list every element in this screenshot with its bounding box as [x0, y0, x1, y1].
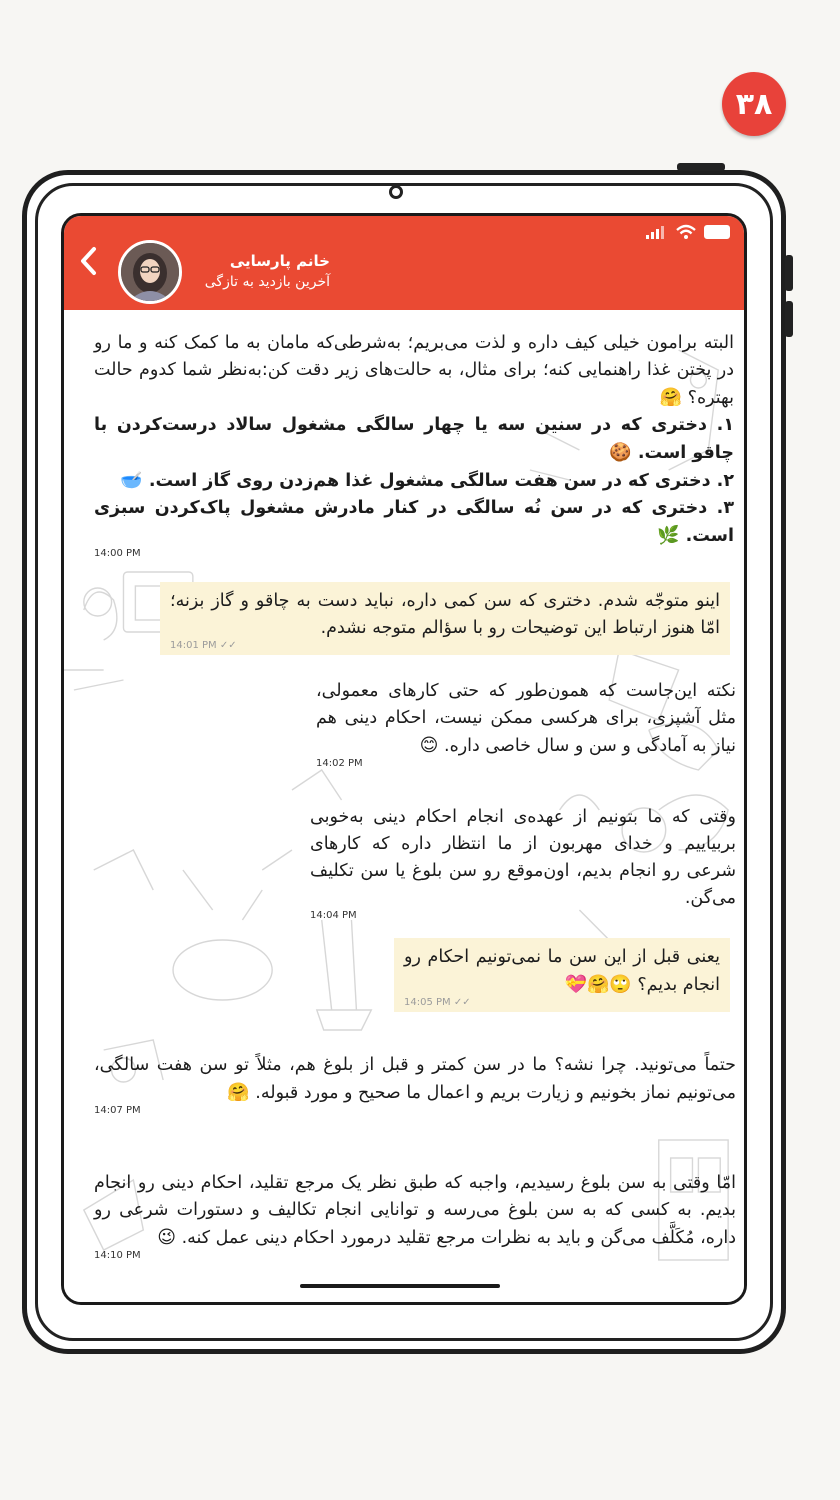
- option-item: ۳. دختری که در سن نُه سالگی در کنار مادرش مشغول پاک‌کردن سبزی است. 🌿: [94, 498, 734, 546]
- avatar[interactable]: [118, 240, 182, 304]
- message-time: 14:01 PM ✓✓: [170, 640, 237, 651]
- volume-button-2: [785, 301, 793, 337]
- contact-name: خانم پارسایی: [229, 252, 330, 270]
- camera-icon: [389, 185, 403, 199]
- message-time: 14:00 PM: [94, 548, 141, 559]
- message-text: اینو متوجّه شدم. دختری که سن کمی داره، نباید دست به چاقو و گاز بزنه؛ امّا هنوز ارتباط این توضیحات رو با سؤالم متوجه نشدم.: [170, 591, 720, 638]
- chat-message[interactable]: [316, 678, 736, 769]
- emoji: 🤗: [659, 387, 683, 408]
- emoji: 🙄🤗💝: [564, 974, 632, 995]
- option-item: ۱. دختری که در سنین سه یا چهار سالگی مشغول سالاد درست‌کردن با چاقو است. 🍪: [94, 415, 734, 463]
- avatar-image: [121, 243, 179, 301]
- chat-header: [64, 216, 744, 310]
- power-button: [677, 163, 725, 171]
- message-time: 14:07 PM: [94, 1105, 141, 1116]
- emoji: 😊: [419, 735, 439, 756]
- chat-area[interactable]: [64, 310, 744, 1305]
- message-time: 14:05 PM ✓✓: [404, 997, 471, 1008]
- option-item: ۲. دختری که در سن هفت سالگی مشغول غذا هم‌زدن روی گاز است. 🥣: [120, 470, 734, 491]
- volume-button: [785, 255, 793, 291]
- chat-message-outgoing[interactable]: [160, 582, 730, 655]
- page-number-badge: ۳۸: [722, 72, 786, 136]
- message-time: 14:04 PM: [310, 910, 357, 921]
- emoji: 🌿: [657, 525, 680, 546]
- screen: [61, 213, 747, 1305]
- chat-message[interactable]: [94, 1170, 736, 1261]
- emoji: 😉: [157, 1227, 176, 1248]
- message-text: وقتی که ما بتونیم از عهده‌ی انجام احکام دینی به‌خوبی بربیاییم و خدای مهربون از ما انتظار داره که کارهای شرعی رو انجام بدیم، اون‌موقع رو سن بلوغ یا سن تکلیف می‌گن.: [310, 807, 736, 908]
- emoji: 🥣: [120, 470, 143, 491]
- chevron-left-icon: [78, 246, 98, 276]
- message-text: البته برامون خیلی کیف داره و لذت می‌بریم؛ به‌شرطی‌که مامان به ما کمک کنه و ما رو در پختن غذا راهنمایی کنه؛ برای مثال، به حالت‌های زیر دقت کن:به‌نظر شما کدوم حالت بهتره؟ 🤗: [94, 333, 734, 408]
- chat-message[interactable]: [310, 804, 736, 921]
- emoji: 🤗: [227, 1082, 250, 1103]
- message-time: 14:02 PM: [316, 758, 363, 769]
- signal-icon: [646, 225, 668, 239]
- chat-message[interactable]: [94, 1052, 736, 1116]
- tablet-frame: [22, 170, 786, 1354]
- battery-icon: [704, 225, 730, 239]
- contact-status: آخرین بازدید به تازگی: [204, 274, 330, 290]
- message-text: نکته این‌جاست که همون‌طور که حتی کارهای معمولی، مثل آشپزی، برای هرکسی ممکن نیست، احکام دینی هم نیاز به آمادگی و سن و سال خاصی داره. 😊: [316, 681, 736, 756]
- message-time: 14:10 PM: [94, 1250, 141, 1261]
- status-bar: [646, 224, 730, 240]
- wifi-icon: [676, 224, 696, 240]
- message-text: حتماً می‌تونید. چرا نشه؟ ما در سن کمتر و قبل از بلوغ هم، مثلاً تو سن هفت سالگی، می‌تونیم نماز بخونیم و زیارت بریم و اعمال ما صحیح و مورد قبوله. 🤗: [94, 1055, 736, 1103]
- home-indicator[interactable]: [300, 1284, 500, 1288]
- chat-message-outgoing[interactable]: [394, 938, 730, 1012]
- message-text: امّا وقتی به سن بلوغ رسیدیم، واجبه که طبق نظر یک مرجع تقلید، احکام دینی رو انجام بدیم. به کسی که به سن بلوغ می‌رسه و توانایی انجام تکالیف و دستورات شرعی رو داره، مُکَلَّف می‌گن و باید به نظرات مرجع تقلید درمورد احکام دینی عمل کنه. 😉: [94, 1173, 736, 1248]
- back-button[interactable]: [78, 246, 98, 282]
- chat-message[interactable]: [94, 330, 734, 559]
- message-text: یعنی قبل از این سن ما نمی‌تونیم احکام رو انجام بدیم؟ 🙄🤗💝: [404, 947, 720, 995]
- emoji: 🍪: [609, 442, 632, 463]
